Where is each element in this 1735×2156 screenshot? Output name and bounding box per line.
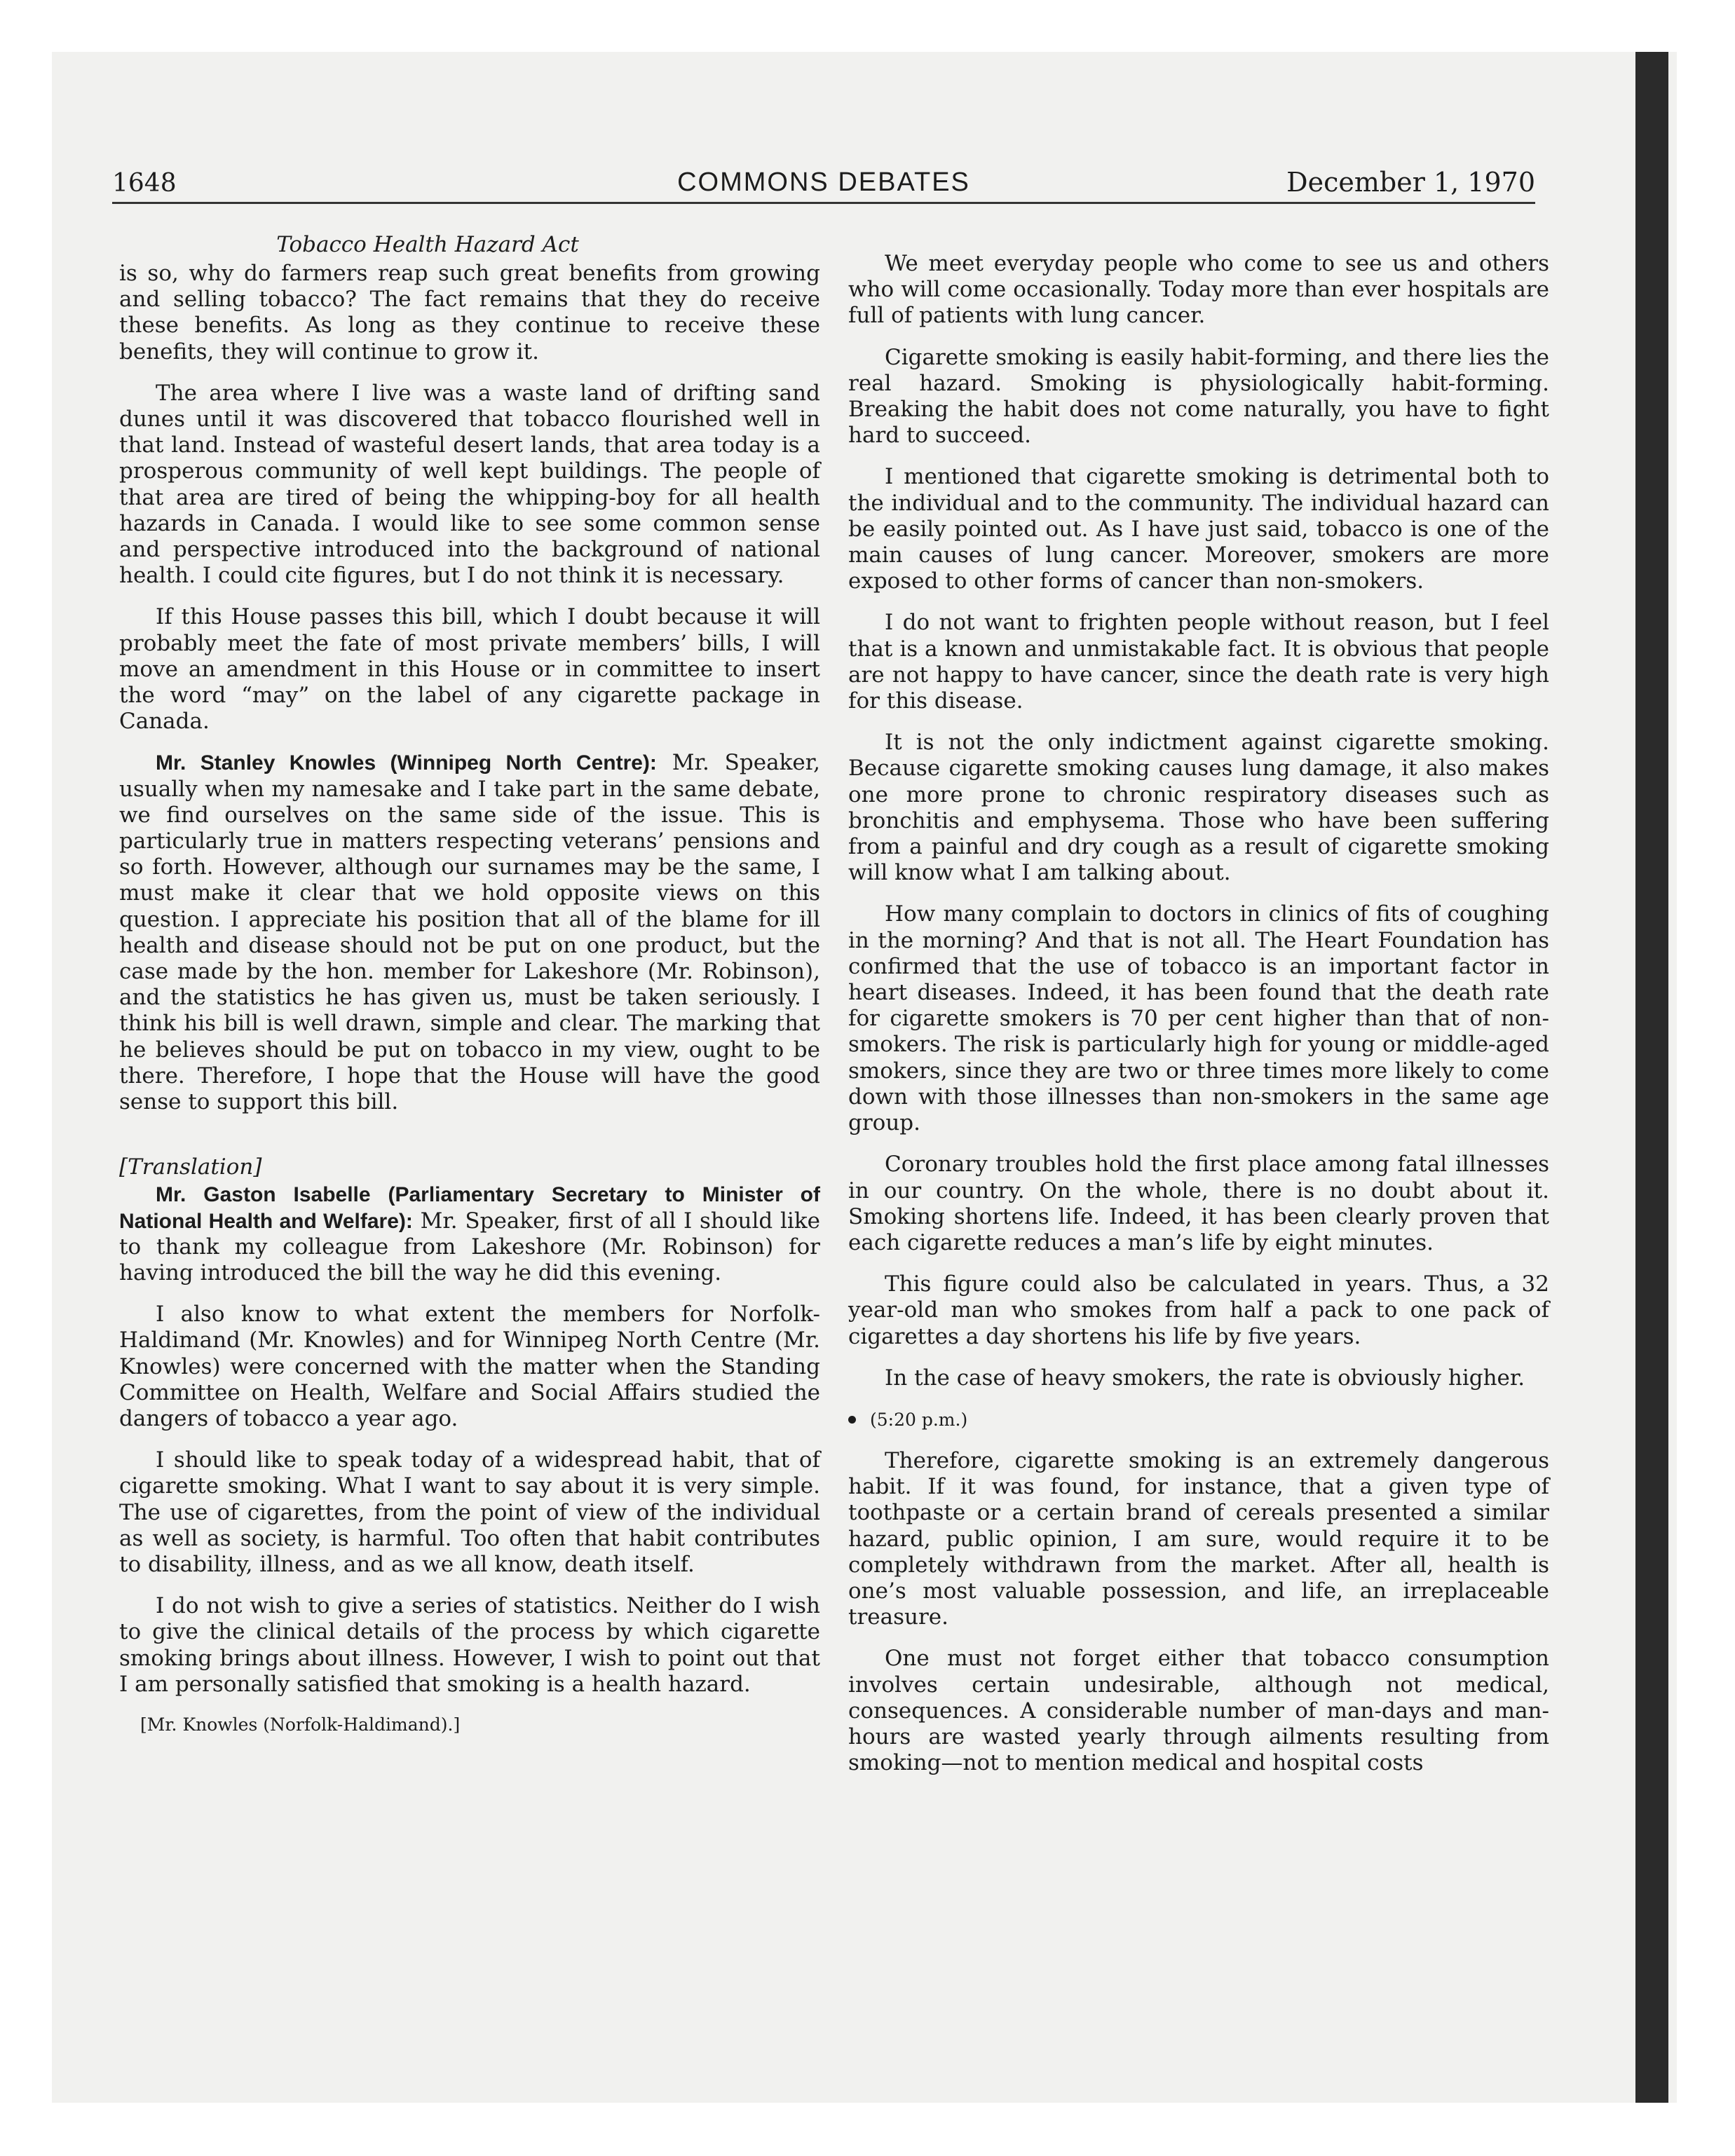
paragraph: One must not forget either that tobacco consumption involves certain undesirable, although not medical, consequences. A considerable number of man-days and man-hours are wasted yearly through ailments resulting from smoking—not to mention medical and hospital costs xyxy=(848,1646,1549,1776)
paragraph: This figure could also be calculated in years. Thus, a 32 year-old man who smokes from half a pack to one pack of cigarettes a day shortens his life by five years. xyxy=(848,1271,1549,1349)
page-header xyxy=(112,156,1535,204)
bill-title: Tobacco Health Hazard Act xyxy=(276,232,579,257)
bullet-icon xyxy=(848,1416,856,1424)
time-stamp xyxy=(848,1407,1549,1433)
scan-edge-shadow xyxy=(1635,52,1668,2103)
paragraph: We meet everyday people who come to see us and others who will come occasionally. Today more than ever hospitals are full of patients with lung cancer. xyxy=(848,251,1549,329)
paragraph: is so, why do farmers reap such great benefits from growing and selling tobacco? The fact remains that they do receive these benefits. As long as they continue to receive these benefits, they will continue to grow it. xyxy=(119,261,820,364)
paragraph: I mentioned that cigarette smoking is detrimental both to the individual and to the community. The individual hazard can be easily pointed out. As I have just said, tobacco is one of the main causes of lung cancer. Moreover, smokers are more exposed to other forms of cancer than non-smokers. xyxy=(848,464,1549,594)
paragraph: The area where I live was a waste land of drifting sand dunes until it was discovered that tobacco flourished well in that land. Instead of wasteful desert lands, that area today is a prosperous community of well kept buildings. The people of that area are tired of being the whipping-boy for all health hazards in Canada. I would like to see some common sense and perspective introduced into the background of national health. I could cite figures, but I do not think it is necessary. xyxy=(119,380,820,589)
translation-label: [Translation] xyxy=(119,1154,262,1180)
paragraph: I do not want to frighten people without reason, but I feel that is a known and unmistakable fact. It is obvious that people are not happy to have cancer, since the death rate is very high for this disease. xyxy=(848,610,1549,714)
publication-title: COMMONS DEBATES xyxy=(677,168,970,197)
paragraph: If this House passes this bill, which I doubt because it will probably meet the fate of most private members’ bills, I will move an amendment in this House or in committee to insert the word “may” on the label of any cigarette package in Canada. xyxy=(119,604,820,735)
paragraph: I do not wish to give a series of statistics. Neither do I wish to give the clinical details of the process by which cigarette smoking brings about illness. However, I wish to point out that I am personally satisfied that smoking is a health hazard. xyxy=(119,1593,820,1697)
paragraph: Cigarette smoking is easily habit-forming, and there lies the real hazard. Smoking is physiologically habit-forming. Breaking the habit does not come naturally, you have to fight hard to succeed. xyxy=(848,344,1549,449)
paragraph: I should like to speak today of a widespread habit, that of cigarette smoking. What I want to say about it is very simple. The use of cigarettes, from the point of view of the individual as well as society, is harmful. Too often that habit contributes to disability, illness, and as we all know, death itself. xyxy=(119,1447,820,1577)
publication-date: December 1, 1970 xyxy=(1286,167,1535,198)
right-column xyxy=(848,251,1549,1792)
speech-paragraph xyxy=(119,1182,820,1286)
page-number: 1648 xyxy=(112,169,177,198)
speech-text: Mr. Speaker, first of all I should like to thank my colleague from Lakeshore (Mr. Robinson) for having introduced the bill the way he did this evening. xyxy=(119,1208,820,1285)
speaker-name: Mr. Gaston Isabelle (Parliamentary Secretary to Minister of National Health and Welfare): xyxy=(119,1183,820,1233)
paragraph: I also know to what extent the members for Norfolk-Haldimand (Mr. Knowles) and for Winnipeg North Centre (Mr. Knowles) were concerned with the matter when the Standing Committee on Health, Welfare and Social Affairs studied the dangers of tobacco a year ago. xyxy=(119,1302,820,1431)
paragraph: Coronary troubles hold the first place among fatal illnesses in our country. On the whole, there is no doubt about it. Smoking shortens life. Indeed, it has been clearly proven that each cigarette reduces a man’s life by eight minutes. xyxy=(848,1152,1549,1255)
paragraph: In the case of heavy smokers, the rate is obviously higher. xyxy=(885,1365,1525,1391)
time-stamp-text: (5:20 p.m.) xyxy=(870,1409,968,1430)
speech-paragraph xyxy=(119,750,820,1115)
paragraph: How many complain to doctors in clinics of fits of coughing in the morning? And that is not all. The Heart Foundation has confirmed that the use of tobacco is an important factor in heart diseases. Indeed, it has been found that the death rate for cigarette smokers is 70 per cent higher than that of non-smokers. The risk is particularly high for young or middle-aged smokers, since they are two or three times more likely to come down with those illnesses than non-smokers in the same age group. xyxy=(848,901,1549,1136)
speaker-footnote: [Mr. Knowles (Norfolk-Haldimand).] xyxy=(140,1714,461,1735)
speaker-name: Mr. Stanley Knowles (Winnipeg North Centre): xyxy=(156,751,657,775)
speech-text: Mr. Speaker, usually when my namesake and I take part in the same debate, we find ourselves on the same side of the issue. This is particularly true in matters respecting veterans’ pensions and so forth. However, although our surnames may be the same, I must make it clear that we hold opposite views on this question. I appreciate his position that all of the blame for ill health and disease should not be put on one product, but the case made by the hon. member for Lakeshore (Mr. Robinson), and the statistics he has given us, must be taken seriously. I think his bill is well drawn, simple and clear. The marking that he believes should be put on tobacco in my view, ought to be there. Therefore, I hope that the House will have the good sense to support this bill. xyxy=(119,750,820,1115)
paragraph: It is not the only indictment against cigarette smoking. Because cigarette smoking causes lung damage, it also makes one more prone to chronic respiratory diseases such as bronchitis and emphysema. Those who have been suffering from a painful and dry cough as a result of cigarette smoking will know what I am talking about. xyxy=(848,730,1549,886)
left-column xyxy=(119,231,820,1737)
paragraph: Therefore, cigarette smoking is an extremely dangerous habit. If it was found, for instance, that a given type of toothpaste or a certain brand of cereals presented a similar hazard, public opinion, I am sure, would require it to be completely withdrawn from the market. After all, health is one’s most valuable possession, and life, an irreplaceable treasure. xyxy=(848,1447,1549,1630)
